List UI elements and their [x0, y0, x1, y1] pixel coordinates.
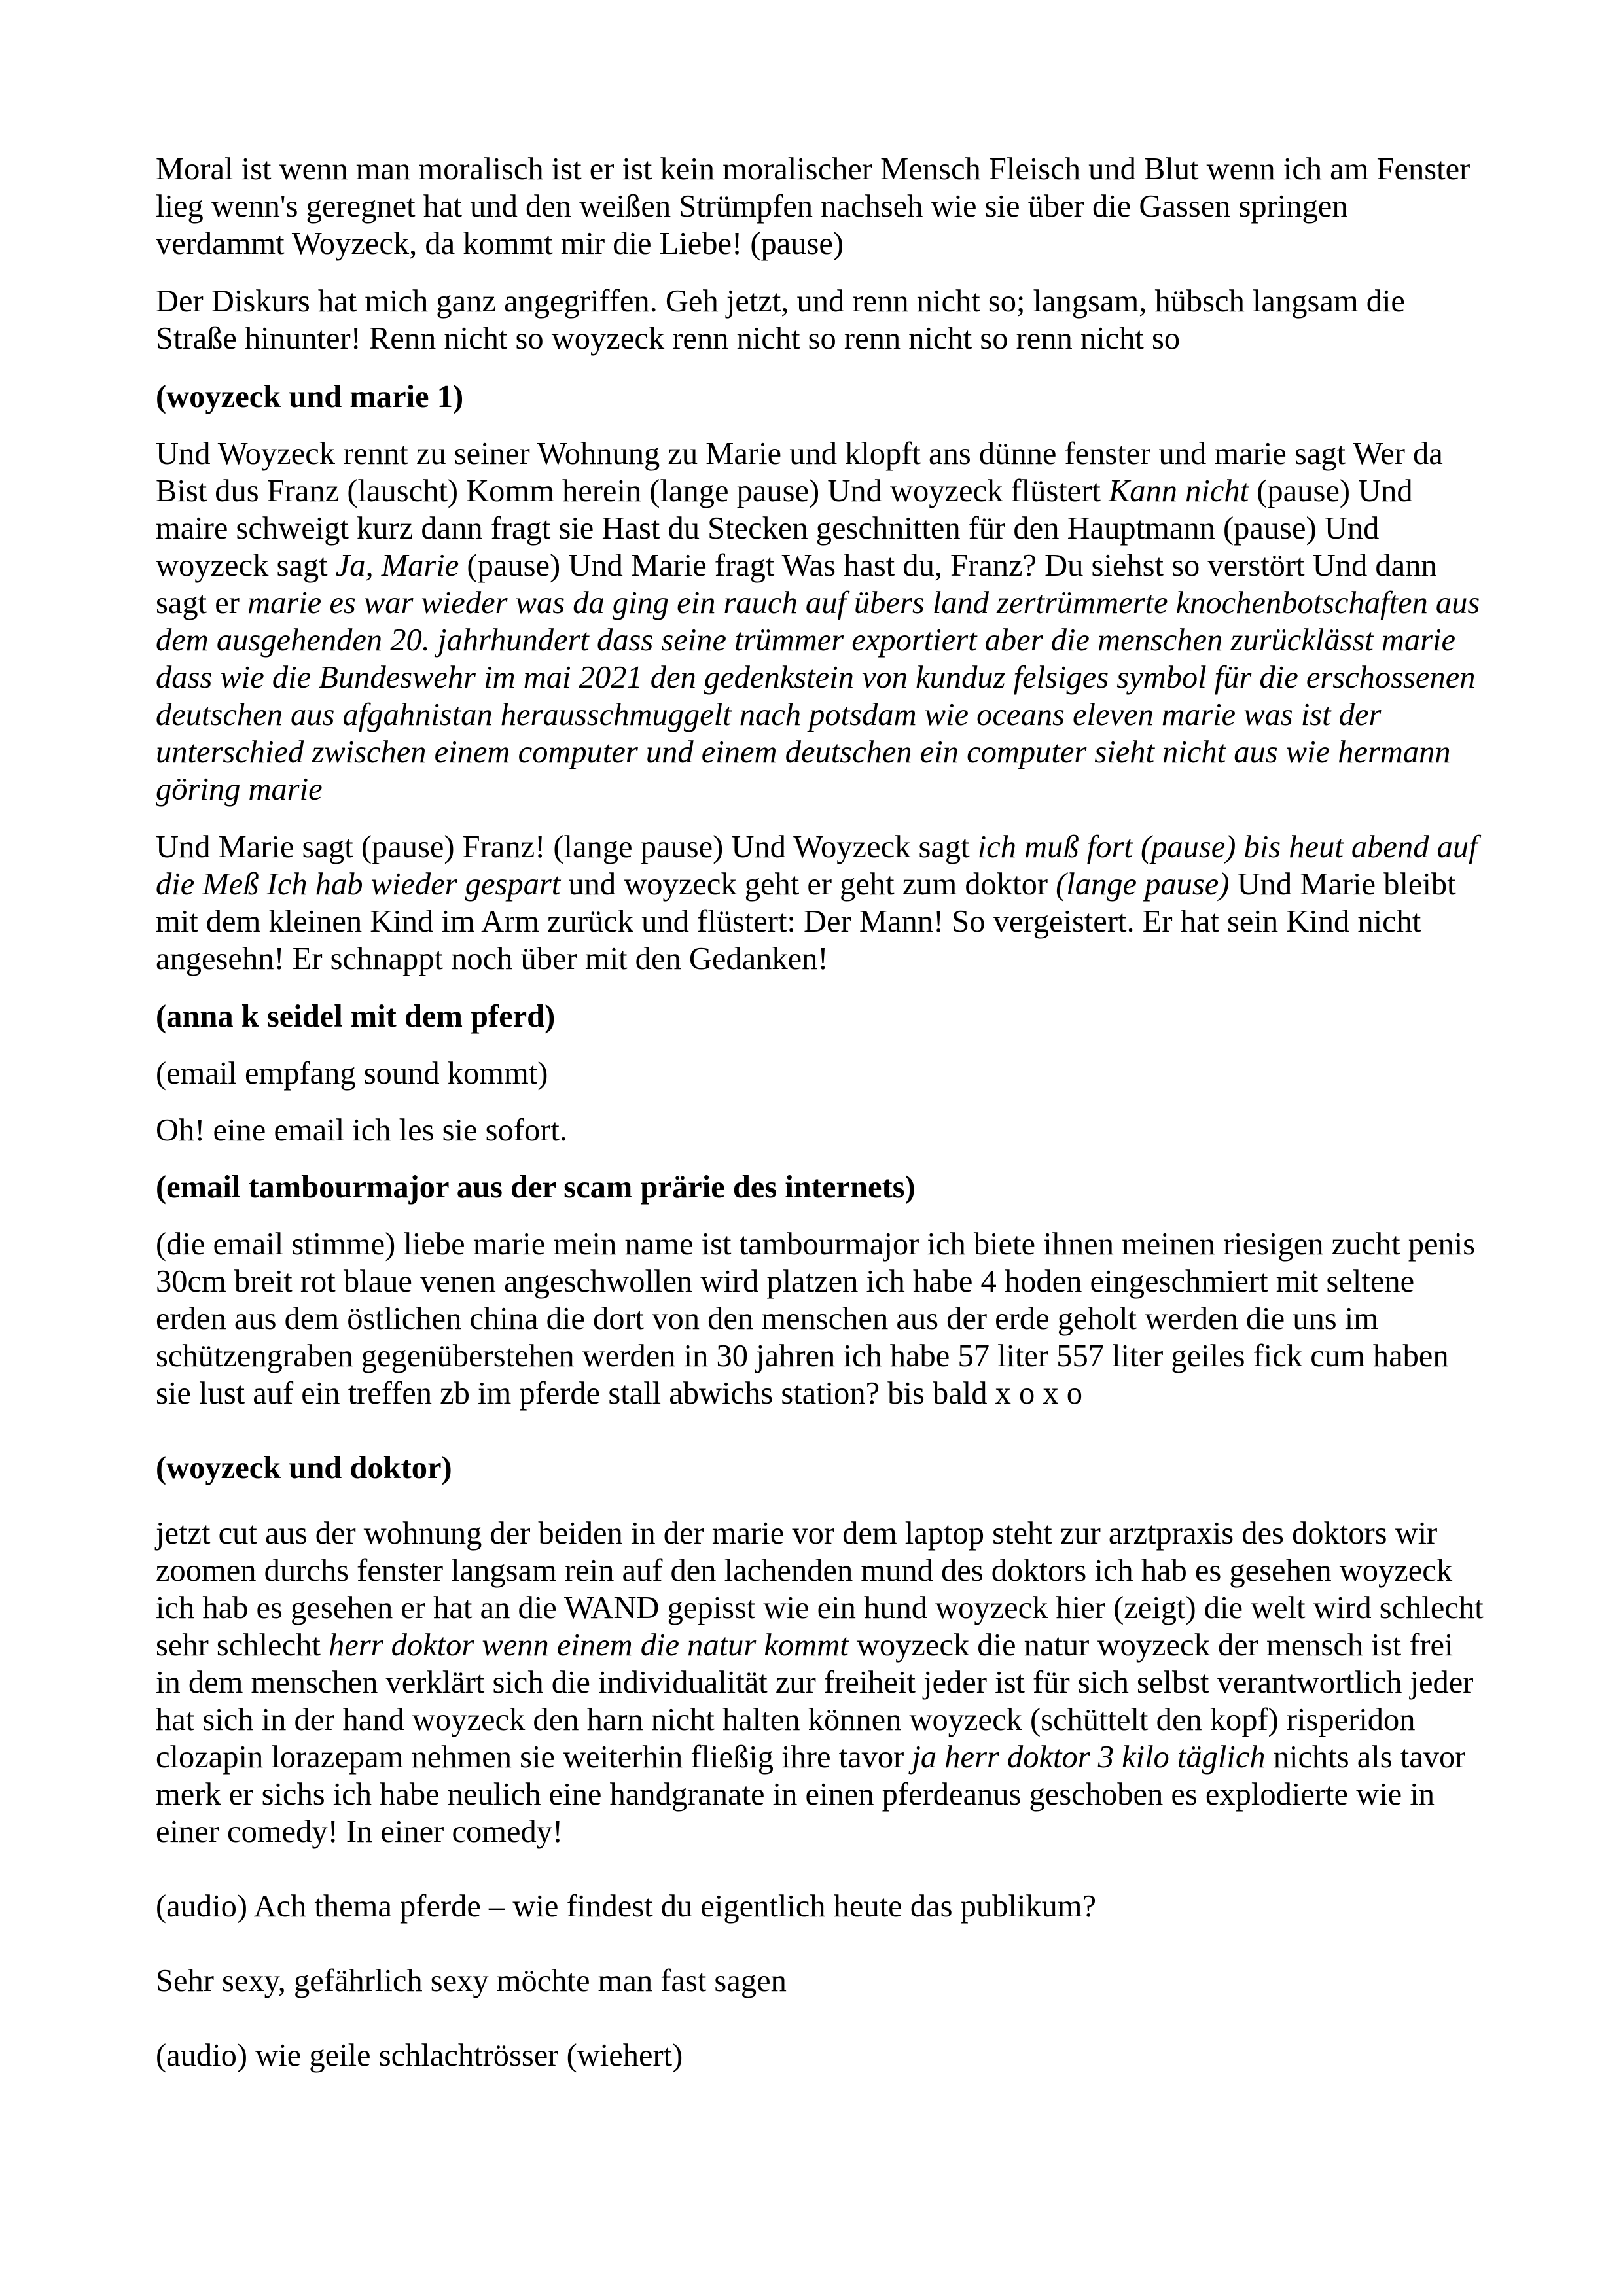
italic-text-run: herr doktor wenn einem die natur kommt [328, 1628, 849, 1663]
scene-heading-woyzeck-und-doktor: (woyzeck und doktor) [156, 1451, 452, 1485]
italic-text-run: marie es war wieder was da ging ein rauch auf übers land zertrümmerte knochenbotschaften aus dem ausgehenden 20. jahrhundert dass seine trümmer exportiert aber die menschen zurücklässt marie dass wie die Bundeswehr im mai 2021 den gedenkstein von kunduz felsiges symbol für die erschossenen deutschen aus afgahnistan herausschmuggelt nach potsdam wie oceans eleven marie was ist der unterschied zwischen einem computer und einem deutschen ein computer sieht nicht aus wie hermann göring marie [156, 586, 1480, 807]
paragraph-diskurs: Der Diskurs hat mich ganz angegriffen. Geh jetzt, und renn nicht so; langsam, hübsch langsam die Straße hinunter! Renn nicht so woyzeck renn nicht so renn nicht so renn nicht so [156, 284, 1405, 356]
paragraph-oh-eine-email: Oh! eine email ich les sie sofort. [156, 1113, 567, 1148]
paragraph-woyzeck-rennt [156, 435, 1484, 808]
paragraph-audio-schlachtroesser: (audio) wie geile schlachtrösser (wiehert) [156, 2038, 683, 2073]
text-run: Und Marie bleibt mit dem kleinen Kind im Arm zurück und flüstert: Der Mann! So vergeistert. Er hat sein Kind nicht angesehn! Er schnappt noch über mit den Gedanken! [156, 867, 1456, 976]
italic-text-run: Ja, Marie [335, 548, 459, 583]
italic-text-run: Kann nicht [1108, 474, 1249, 508]
blank-line [156, 1850, 1484, 1888]
paragraph-email-stimme: (die email stimme) liebe marie mein name ist tambourmajor ich biete ihnen meinen riesigen zucht penis 30cm breit rot blaue venen angeschwollen wird platzen ich habe 4 hoden eingeschmiert mit seltene erden aus dem östlichen china die dort von den menschen aus der erde geholt werden die uns im schützengraben gegenüberstehen werden in 30 jahren ich habe 57 liter 557 liter geiles fick cum haben sie lust auf ein treffen zb im pferde stall abwichs station? bis bald x o x o [156, 1227, 1476, 1411]
text-run: Und Marie sagt (pause) Franz! (lange pause) Und Woyzeck sagt [156, 830, 978, 864]
scene-heading-anna-k-seidel: (anna k seidel mit dem pferd) [156, 999, 556, 1034]
scene-heading-woyzeck-und-marie-1: (woyzeck und marie 1) [156, 380, 464, 414]
text-run: jetzt cut aus der wohnung der beiden in der marie vor dem laptop steht zur arztpraxis des doktors wir zoomen durchs fenster langsam rein auf den lachenden mund des doktors ich hab es gesehen woyzeck ich hab es gesehen er hat an die WAND gepisst wie ein hund woyzeck hier (zeigt) die welt wird schlecht sehr schlecht [156, 1516, 1484, 1663]
document-page [156, 150, 1484, 2074]
scene-heading-email-tambourmajor: (email tambourmajor aus der scam prärie des internets) [156, 1170, 916, 1205]
paragraph-sehr-sexy: Sehr sexy, gefährlich sexy möchte man fast sagen [156, 1964, 787, 1998]
blank-line [156, 1925, 1484, 1962]
paragraph-doktor [156, 1515, 1484, 1850]
text-run: (pause) Und Marie fragt Was hast du, Franz? Du siehst so verstört Und dann sagt er [156, 548, 1437, 620]
text-run: nichts als tavor merk er sichs ich habe neulich eine handgranate in einen pferdeanus geschoben es explodierte wie in einer comedy! In einer comedy! [156, 1740, 1466, 1849]
text-run: woyzeck die natur woyzeck der mensch ist frei in dem menschen verklärt sich die individualität zur freiheit jeder ist für sich selbst verantwortlich jeder hat sich in der hand woyzeck den harn nicht halten können woyzeck (schüttelt den kopf) risperidon clozapin lorazepam nehmen sie weiterhin fließig ihre tavor [156, 1628, 1474, 1775]
paragraph-marie-sagt [156, 828, 1484, 978]
text-run: (pause) Und maire schweigt kurz dann fragt sie Hast du Stecken geschnitten für den Hauptmann (pause) Und woyzeck sagt [156, 474, 1413, 583]
text-run: und woyzeck geht er geht zum doktor [560, 867, 1056, 902]
text-run: Und Woyzeck rennt zu seiner Wohnung zu Marie und klopft ans dünne fenster und marie sagt Wer da Bist dus Franz (lauscht) Komm herein (lange pause) Und woyzeck flüstert [156, 436, 1443, 508]
paragraph-audio-thema-pferde: (audio) Ach thema pferde – wie findest du eigentlich heute das publikum? [156, 1889, 1097, 1924]
blank-line [156, 2000, 1484, 2037]
paragraph-moral: Moral ist wenn man moralisch ist er ist kein moralischer Mensch Fleisch und Blut wenn ich am Fenster lieg wenn's geregnet hat und den weißen Strümpfen nachseh wie sie über die Gassen springen verdammt Woyzeck, da kommt mir die Liebe! (pause) [156, 152, 1471, 261]
blank-line [156, 1412, 1484, 1449]
italic-text-run: ja herr doktor 3 kilo täglich [912, 1740, 1266, 1775]
stage-direction-email-sound: (email empfang sound kommt) [156, 1056, 548, 1091]
italic-text-run: (lange pause) [1056, 867, 1230, 902]
blank-line [156, 1487, 1484, 1515]
italic-text-run: ich muß fort (pause) bis heut abend auf die Meß Ich hab wieder gespart [156, 830, 1478, 902]
